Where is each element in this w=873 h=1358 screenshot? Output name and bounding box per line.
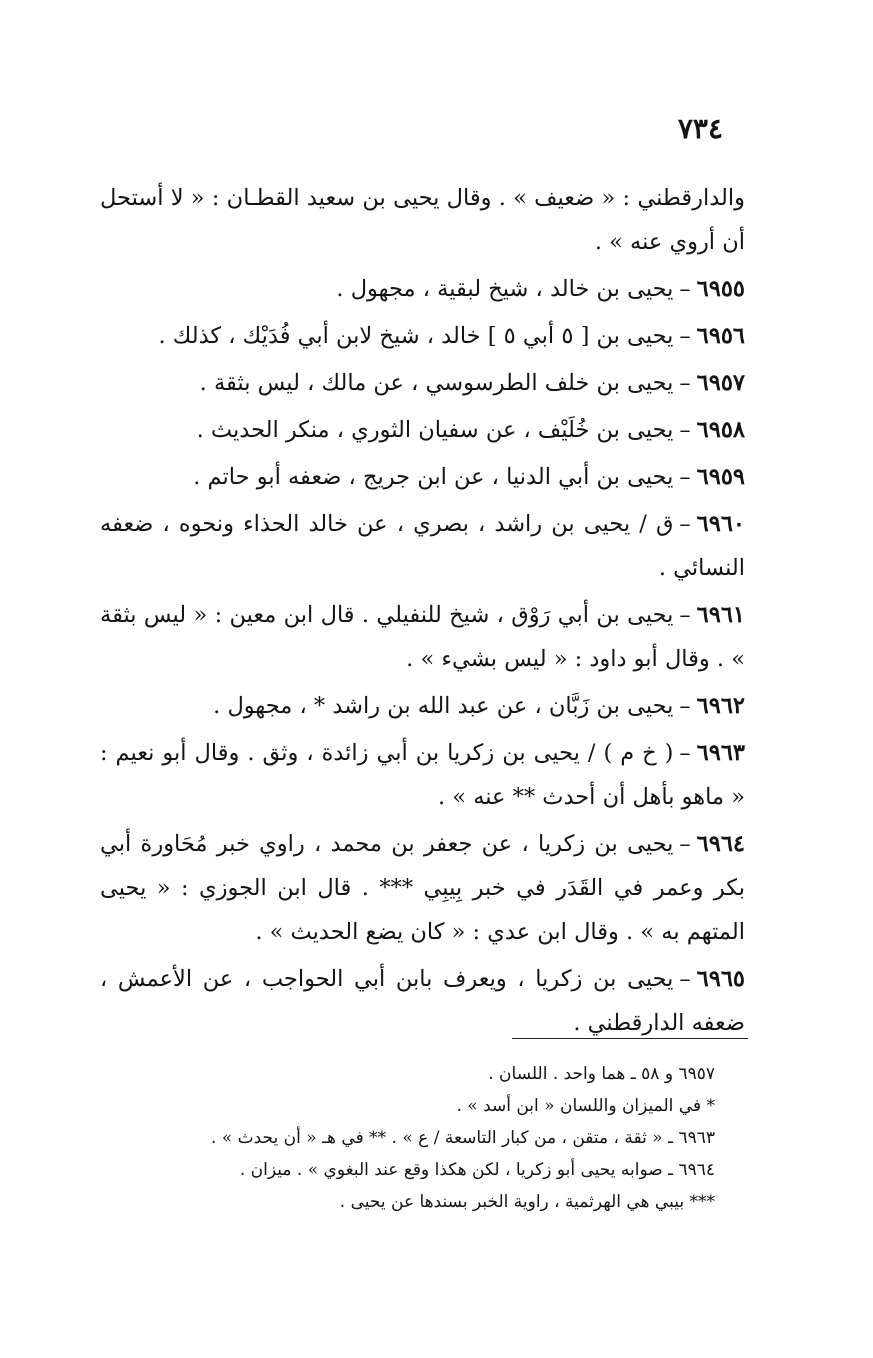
entry-number: ٦٩٦١ — [696, 602, 745, 628]
entry-number: ٦٩٦٤ — [696, 831, 745, 857]
entry-number: ٦٩٥٩ — [696, 464, 745, 490]
entry-number: ٦٩٦٢ — [696, 693, 745, 719]
entry-6963: ٦٩٦٣–( خ م ) / يحيى بن زكريا بن أبي زائدة ، وثق . وقال أبو نعيم : « ماهو بأهل أن أحدث ** عنه » . — [100, 740, 745, 810]
entry-6958: ٦٩٥٨–يحيى بن خُلَيْف ، عن سفيان الثوري ، منكر الحديث . — [196, 417, 745, 443]
intro-paragraph: والدارقطني : « ضعيف » . وقال يحيى بن سعيد القطـان : « لا أستحل أن أروي عنه » . — [100, 185, 745, 255]
page-number: ٧٣٤ — [677, 112, 723, 145]
entry-6960: ٦٩٦٠–ق / يحيى بن راشد ، بصري ، عن خالد الحذاء ونحوه ، ضعفه النسائي . — [100, 511, 745, 581]
footnote-3: ٦٩٦٣ ـ « ثقة ، متقن ، من كبار التاسعة / ع » . ** في هـ « أن يحدث » . — [211, 1128, 715, 1148]
entry-text: يحيى بن زكريا ، عن جعفر بن محمد ، راوي خبر مُحَاورة أبي بكر وعمر في القَدَر في خبر بِيبِي *** . قال ابن الجوزي : « يحيى المتهم به » . وقال ابن عدي : « كان يضع الحديث » . — [100, 831, 745, 945]
entry-6964: ٦٩٦٤–يحيى بن زكريا ، عن جعفر بن محمد ، راوي خبر مُحَاورة أبي بكر وعمر في القَدَر في خبر بِيبِي *** . قال ابن الجوزي : « يحيى المتهم به » . وقال ابن عدي : « كان يضع الحديث » . — [100, 831, 745, 945]
footnote-5: *** بيبي هي الهرثمية ، راوية الخبر بسندها عن يحيى . — [339, 1192, 715, 1212]
entry-text: ( خ م ) / يحيى بن زكريا بن أبي زائدة ، وثق . وقال أبو نعيم : « ماهو بأهل أن أحدث ** عنه » . — [100, 740, 745, 810]
entry-6959: ٦٩٥٩–يحيى بن أبي الدنيا ، عن ابن جريج ، ضعفه أبو حاتم . — [193, 464, 745, 490]
footnote-4: ٦٩٦٤ ـ صوابه يحيى أبو زكريا ، لكن هكذا وقع عند البغوي » . ميزان . — [239, 1160, 715, 1180]
entry-text: يحيى بن أبي رَوْق ، شيخ للنفيلي . قال ابن معين : « ليس بثقة » . وقال أبو داود : « ليس بشيء » . — [100, 602, 745, 672]
entry-text: يحيى بن [ ٥ أبي ٥ ] خالد ، شيخ لابن أبي فُدَيْك ، كذلك . — [158, 323, 674, 349]
entry-6956: ٦٩٥٦–يحيى بن [ ٥ أبي ٥ ] خالد ، شيخ لابن أبي فُدَيْك ، كذلك . — [158, 323, 745, 349]
entry-text: يحيى بن خلف الطرسوسي ، عن مالك ، ليس بثقة . — [199, 370, 674, 396]
entry-number: ٦٩٦٠ — [696, 511, 745, 537]
entry-number: ٦٩٦٣ — [696, 740, 745, 766]
entry-number: ٦٩٦٥ — [696, 966, 745, 992]
entry-number: ٦٩٥٦ — [696, 323, 745, 349]
entry-6965: ٦٩٦٥–يحيى بن زكريا ، ويعرف بابن أبي الحواجب ، عن الأعمش ، ضعفه الدارقطني . — [100, 966, 745, 1036]
entry-number: ٦٩٥٧ — [696, 370, 745, 396]
entry-text: يحيى بن زَبَّان ، عن عبد الله بن راشد * ، مجهول . — [213, 693, 674, 719]
entry-number: ٦٩٥٨ — [696, 417, 745, 443]
main-text — [100, 176, 745, 1048]
footnote-divider — [512, 1038, 748, 1039]
footnote-2: * في الميزان واللسان « ابن أسد » . — [456, 1096, 715, 1116]
entry-6962: ٦٩٦٢–يحيى بن زَبَّان ، عن عبد الله بن راشد * ، مجهول . — [213, 693, 745, 719]
entry-text: يحيى بن زكريا ، ويعرف بابن أبي الحواجب ، عن الأعمش ، ضعفه الدارقطني . — [100, 966, 745, 1036]
footnotes — [100, 1058, 715, 1218]
entry-text: يحيى بن أبي الدنيا ، عن ابن جريج ، ضعفه أبو حاتم . — [193, 464, 674, 490]
entry-6961: ٦٩٦١–يحيى بن أبي رَوْق ، شيخ للنفيلي . قال ابن معين : « ليس بثقة » . وقال أبو داود : « ليس بشيء » . — [100, 602, 745, 672]
footnote-1: ٦٩٥٧ و ٥٨ ـ هما واحد . اللسان . — [488, 1064, 715, 1084]
entry-6955: ٦٩٥٥–يحيى بن خالد ، شيخ لبقية ، مجهول . — [336, 276, 745, 302]
entry-6957: ٦٩٥٧–يحيى بن خلف الطرسوسي ، عن مالك ، ليس بثقة . — [199, 370, 745, 396]
entry-text: يحيى بن خُلَيْف ، عن سفيان الثوري ، منكر الحديث . — [196, 417, 674, 443]
entry-number: ٦٩٥٥ — [696, 276, 745, 302]
entry-text: ق / يحيى بن راشد ، بصري ، عن خالد الحذاء ونحوه ، ضعفه النسائي . — [100, 511, 745, 581]
entry-text: يحيى بن خالد ، شيخ لبقية ، مجهول . — [336, 276, 674, 302]
